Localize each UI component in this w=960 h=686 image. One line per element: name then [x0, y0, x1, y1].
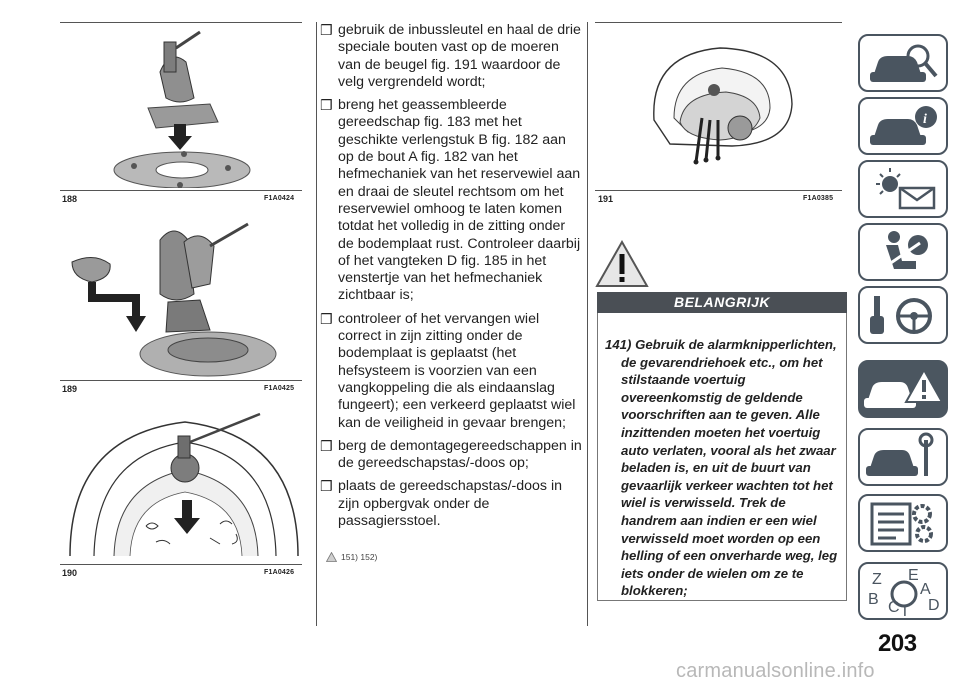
- checkbox-bullet-icon: ❒: [320, 478, 333, 495]
- list-item-text: breng het geassembleerde gereedschap fig. 183 met het geschikte verlengstuk B fig. 182 aan op de bout A fig. 182 van het hefmechaniek van het reservewiel aan en draai de sleutel rechtsom om het reservewiel omhoog te laten komen totdat het volledig in de zitting onder de bodemplaat rust. Controleer daarbij of het vangteken D fig. 185 in het venstertje van het hefmechaniek zichtbaar is;: [338, 97, 581, 304]
- figure-191-rule: [595, 190, 842, 191]
- figure-191-illustration: [640, 34, 810, 184]
- figure-190-code: F1A0426: [264, 569, 295, 576]
- figure-188-illustration: [100, 28, 300, 188]
- watermark: carmanualsonline.info: [676, 660, 875, 682]
- danger-warning-icon: [595, 240, 649, 288]
- tab-lights-messages[interactable]: [858, 160, 948, 218]
- warning-triangle-icon: [326, 552, 337, 562]
- index-letter: E: [908, 567, 919, 584]
- checkbox-bullet-icon: ❒: [320, 22, 333, 38]
- figure-190-illustration: [60, 406, 302, 562]
- reference-notes: [326, 552, 377, 562]
- index-letter: D: [928, 597, 940, 614]
- index-letter: B: [868, 591, 879, 608]
- warning-body: de gevarendriehoek etc., om het stilstaande voertuig overeenkomstig de geldende voorschriften aan te geven. Alle inzittenden moeten het voertuig auto verlaten, vooral als het zwaar beladen is, en uit de buurt van gevaarlijk verkeer wachten tot het wiel is verwisseld. Trek de handrem aan indien er een wiel verwisseld moet worden op een helling of een onverharde weg, leg iets onder de wielen om ze te blokkeren;: [621, 354, 838, 599]
- list-item: [320, 311, 582, 432]
- alphabet-index-icon: [860, 564, 946, 618]
- figure-189-rule: [60, 380, 302, 381]
- index-letter: A: [920, 581, 931, 598]
- airbag-seat-icon: [860, 225, 946, 279]
- list-item: [320, 438, 582, 473]
- figure-189-code: F1A0425: [264, 385, 295, 392]
- list-item-text: gebruik de inbussleutel en haal de drie speciale bouten vast op de moeren van de beugel fig. 191 waardoor de velg vergrendeld wordt;: [338, 22, 581, 90]
- figure-191-number: 191: [598, 194, 614, 204]
- index-letter: C: [888, 599, 900, 616]
- warning-lead: Gebruik de alarmknipperlichten,: [635, 337, 837, 352]
- tab-car-search[interactable]: [858, 34, 948, 92]
- warning-number: 141): [605, 337, 632, 352]
- tab-emergency[interactable]: [858, 360, 948, 418]
- tab-alphabetical-index[interactable]: [858, 562, 948, 620]
- figure-188-rule: [60, 190, 302, 191]
- figure-190-number: 190: [62, 568, 78, 578]
- checkbox-bullet-icon: ❒: [320, 437, 333, 454]
- figure-191-code: F1A0385: [803, 195, 834, 202]
- key-steering-wheel-icon: [860, 288, 946, 342]
- tab-safety[interactable]: [858, 223, 948, 281]
- index-letter: T: [900, 603, 910, 618]
- checkbox-bullet-icon: ❒: [320, 97, 333, 114]
- lights-message-icon: [860, 162, 946, 216]
- index-letter: Z: [872, 571, 882, 588]
- svg-text:i: i: [923, 112, 927, 127]
- figure-189-illustration: [64, 222, 304, 380]
- checkbox-bullet-icon: ❒: [320, 310, 333, 327]
- tab-maintenance[interactable]: [858, 428, 948, 486]
- warning-heading: BELANGRIJK: [597, 292, 847, 313]
- car-info-icon: [860, 99, 946, 153]
- top-rule-right: [595, 22, 842, 23]
- figure-188-code: F1A0424: [264, 195, 295, 202]
- warning-text: [605, 336, 843, 600]
- figure-189-number: 189: [62, 384, 78, 394]
- top-rule-left: [60, 22, 302, 23]
- list-item: [320, 478, 582, 530]
- figure-188-number: 188: [62, 194, 78, 204]
- tab-starting-driving[interactable]: [858, 286, 948, 344]
- list-item-text: berg de demontagegereedschappen in de gereedschapstas/-doos op;: [338, 437, 582, 472]
- list-item: [320, 22, 582, 91]
- car-wrench-icon: [860, 430, 946, 484]
- column-divider-right: [587, 22, 588, 626]
- car-search-icon: [860, 36, 946, 90]
- page-number: 203: [878, 630, 917, 657]
- list-item-text: plaats de gereedschapstas/-doos in zijn opbergvak onder de passagiersstoel.: [338, 478, 562, 530]
- instruction-list: [320, 22, 582, 536]
- list-item: [320, 97, 582, 305]
- reference-numbers: 151) 152): [341, 552, 378, 562]
- car-warning-triangle-icon: [860, 362, 946, 416]
- list-item-text: controleer of het vervangen wiel correct in zijn zitting onder de bodemplaat is geplaatst (het hefsysteem is voorzien van een vangkoppeling die als eindaanslag fungeert); een verkeerd geplaatst wiel kan de veiligheid in gevaar brengen;: [338, 310, 576, 431]
- specs-gear-icon: [860, 496, 946, 550]
- column-divider-left: [316, 22, 317, 626]
- figure-190-rule: [60, 564, 302, 565]
- tab-technical-data[interactable]: [858, 494, 948, 552]
- tab-car-info[interactable]: [858, 97, 948, 155]
